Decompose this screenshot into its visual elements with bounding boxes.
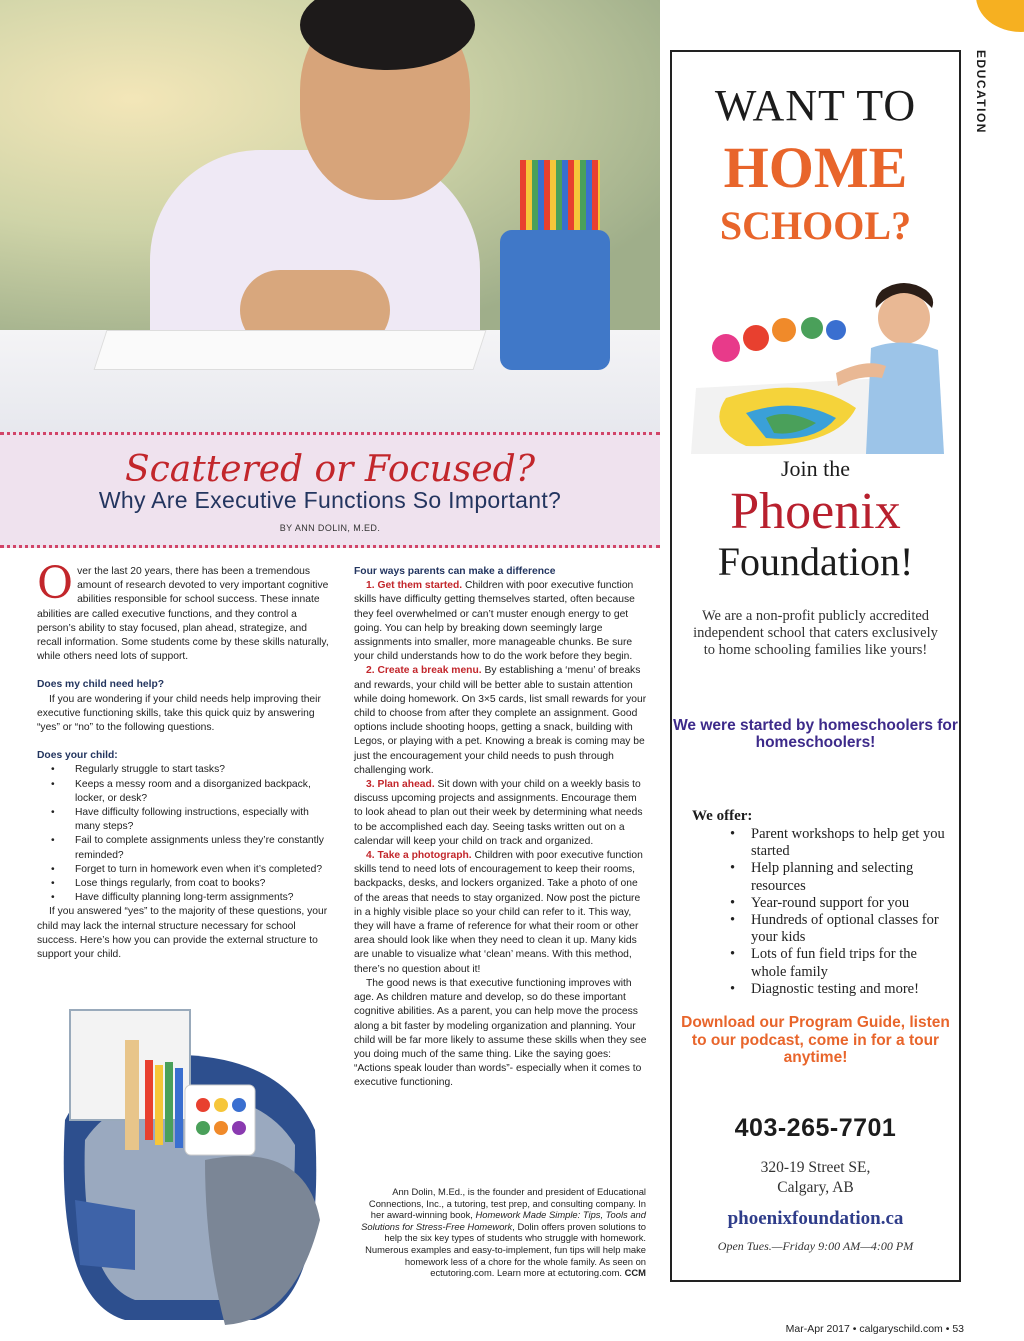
subhead-four-ways: Four ways parents can make a difference [354,566,556,577]
photo-pencil-cup [500,230,610,370]
answer-paragraph: If you answered “yes” to the majority of these questions, your child may lack the internal structure necessary for school success. Here’s how you can provide the external structure to support your child. [37,906,328,961]
ad-website-link[interactable]: phoenixfoundation.ca [727,1208,904,1229]
help-paragraph: If you are wondering if your child needs help improving their executive functioning skills, take this quick quiz by answering “yes” or “no” to the following questions. [37,693,321,734]
list-item: • Lose things regularly, from coat to books? [51,877,329,891]
list-item: • Fail to complete assignments unless they’re constantly reminded? [51,834,329,862]
tip-4-text: Children with poor executive function skills tend to need lots of encouragement to keep their rooms, backpacks, desks, and lockers organized. Take a photo of one of the areas that needs to stay organized. Now post the picture in a highly visible place so your child can refer to it. This way, they will have a frame of reference for what their room or other area should look like when they need to clean it up. Many kids are unable to visualize what ‘clean’ means. With this method, there’s no question about it! [354,850,643,975]
ad-headline-1: WANT TO [714,81,917,130]
list-item: • Diagnostic testing and more! [730,981,945,998]
list-item: • Parent workshops to help get you started [730,826,945,860]
tip-2-text: By establishing a ‘menu’ of breaks and rewards, your child will be better able to sustain attention while doing homework. On 3×5 cards, list small rewards for your child to choose from after they complete an assignment. Good options include shooting hoops, getting a snack, building with Legos, or playing with a pet. Knowing a break is coming may be just the encouragement your child needs to push through challenging work. [354,665,647,776]
tip-2-label: 2. Create a break menu. [366,665,482,677]
article-title: Scattered or Focused? [124,449,535,490]
section-tab-circle [976,0,1024,32]
hero-photo [0,0,660,432]
ad-phone[interactable]: 403-265-7701 [734,1114,897,1142]
tip-4 [354,849,648,977]
photo-pencils [520,160,600,240]
tip-2 [354,664,648,778]
tip-3 [354,778,648,849]
page-footer: Mar-Apr 2017 • calgaryschild.com • 53 [785,1323,964,1335]
list-item: • Lots of fun field trips for the whole family [730,946,945,980]
ad-join: Join the [780,456,851,481]
ad-call-to-action: Download our Program Guide, listen to our podcast, come in for a tour anytime! [681,1014,950,1066]
section-label: EDUCATION [974,50,988,134]
intro-text: ver the last 20 years, there has been a tremendous amount of research devoted to very important cognitive abilities responsible for school success. These innate abilities are called executive functions, and they control a person’s ability to stay focused, plan ahead, strategize, and recall information. Some students come by these skills naturally, while others need lots of support. [37,566,329,663]
byline: BY ANN DOLIN, M.ED. [279,523,381,533]
tip-1-label: 1. Get them started. [366,580,463,592]
bio-text-a: Ann Dolin, M.Ed., is the founder and president of Educational Connections, Inc., a tutoring, test prep, and consulting company. In her award-winning book, [368,1186,646,1221]
list-item: • Have difficulty planning long-term assignments? [51,891,329,905]
list-item: • Help planning and selecting resources [730,860,945,894]
quiz-list [51,763,329,905]
article-subtitle: Why Are Executive Functions So Important? [98,487,562,513]
subhead-need-help: Does my child need help? [37,679,165,691]
backpack-illustration [35,1000,335,1330]
list-item: • Hundreds of optional classes for your kids [730,912,945,946]
ad-offer-list [730,826,945,998]
tip-3-text: Sit down with your child on a weekly basis to discuss upcoming projects and assignments. Encourage them to look ahead to plan out their week by determining what needs to be accomplished each day. Seeing tasks written out on a calendar will keep your child on track and organized. [354,779,643,847]
ad-headline-3: SCHOOL? [719,203,912,248]
intro-paragraph [37,558,329,664]
title-band [0,432,660,548]
article-column-1 [37,558,329,962]
bio-text-b: , Dolin offers proven solutions to help the six key types of students who struggle with homework. Numerous examples and easy-to-implement, fun tips will help make homework less of a chore for the whole family. As seen on ectutoring.com. Learn more at ectutoring.com. [365,1220,646,1279]
ad-foundation: Foundation! [717,539,914,584]
tip-3-label: 3. Plan ahead. [366,779,435,791]
ad-address-line-2: Calgary, AB [777,1179,854,1196]
phoenix-ad [670,50,961,1282]
tip-1-text: Children with poor executive function skills have difficulty getting themselves started, often because they feel overwhelmed or can’t muster enough energy to get going. You can help by breaking down seemingly large assignments into smaller, more manageable chunks. Be sure your child understands how to do the work before they begin. [354,580,635,663]
list-item: • Year-round support for you [730,895,945,912]
ad-photo-girl-painting [686,278,950,454]
closing-paragraph: The good news is that executive functioning improves with age. As children mature and develop, so do these important cognitive abilities. As a parent, you can help move the process along a bit faster by modeling organization and planning. Your child will be far more likely to assume these skills when they see you doing much of the same thing. Like the saying goes: “Actions speak louder than words”- especially when it comes to executive functioning. [354,977,647,1089]
ad-started-by: We were started by homeschoolers for homeschoolers! [673,717,958,751]
ad-description: We are a non-profit publicly accredited independent school that caters exclusively to home schooling families like yours! [693,608,938,658]
ad-offer-heading: We offer: [692,808,753,824]
bio-end-mark: CCM [624,1267,646,1279]
list-item: • Regularly struggle to start tasks? [51,763,329,777]
ad-phoenix: Phoenix [730,483,901,540]
photo-notebook [94,330,487,370]
author-bio [358,1186,646,1279]
tip-1 [354,579,648,664]
ad-headline-2: HOME [723,135,908,200]
tip-4-label: 4. Take a photograph. [366,850,472,862]
article-column-2 [354,565,648,1091]
ad-address [672,1158,959,1198]
bio-book-title: Homework Made Simple: Tips, Tools and Solutions for Stress-Free Homework [361,1209,646,1232]
ad-hours: Open Tues.—Friday 9:00 AM—4:00 PM [717,1239,914,1253]
list-item: • Keeps a messy room and a disorganized backpack, locker, or desk? [51,778,329,806]
ad-address-line-1: 320-19 Street SE, [760,1159,871,1176]
list-item: • Forget to turn in homework even when it’s completed? [51,863,329,877]
subhead-does-your-child: Does your child: [37,750,118,762]
drop-cap: O [37,558,74,609]
list-item: • Have difficulty following instructions, especially with many steps? [51,806,329,834]
